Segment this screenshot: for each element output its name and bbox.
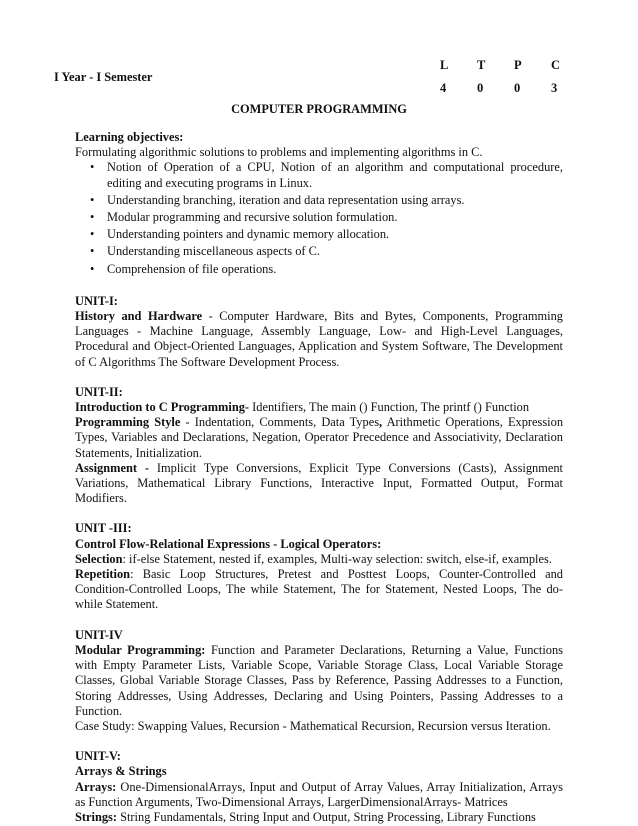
- unit-4-text-1: Function and Parameter Declarations, Returning a Value, Functions with Empty Parameter Lists, Variable Scope, Variable Storage Class, Local Variable Storage Classes, Global Variable Storage Classes, Pass by Reference, Passing Addresses to a Function, Storing Addresses, Using Addresses, Declaring and Using Pointers, Passing Addresses to a Function.: [75, 642, 563, 718]
- objective-item: • Understanding branching, iteration and data representation using arrays.: [107, 193, 563, 208]
- unit-3-topic-2: Repetition: [75, 567, 131, 582]
- objective-item: • Understanding pointers and dynamic memory allocation.: [107, 227, 563, 242]
- objective-item: • Modular programming and recursive solution formulation.: [107, 210, 563, 225]
- unit-5-section: [75, 749, 563, 825]
- unit-4-paragraph-2: Case Study: Swapping Values, Recursion - Mathematical Recursion, Recursion versus Iteration.: [75, 718, 551, 733]
- objectives-intro: Formulating algorithmic solutions to problems and implementing algorithms in C.: [75, 145, 483, 160]
- unit-2-heading: UNIT-II:: [75, 384, 123, 399]
- unit-5-topic-1: Arrays:: [75, 779, 117, 794]
- unit-5-topic-2: Strings:: [75, 809, 117, 824]
- unit-3-subheading: Control Flow-Relational Expressions - Logical Operators:: [75, 536, 382, 551]
- unit-3-text-1: : if-else Statement, nested if, examples, Multi-way selection: switch, else-if, examples.: [122, 551, 552, 566]
- ltpc-value-row: [440, 81, 588, 104]
- unit-1-paragraph: [75, 309, 563, 370]
- unit-3-paragraph-2: [75, 567, 563, 613]
- ltpc-label-p: P: [514, 58, 522, 72]
- unit-2-text-3: Implicit Type Conversions, Explicit Type Conversions (Casts), Assignment Variations, Mathematical Library Functions, Interactive Input, Formatted Output, Format Modifiers.: [75, 460, 564, 506]
- unit-5-heading: UNIT-V:: [75, 749, 121, 764]
- objective-item: • Comprehension of file operations.: [107, 262, 563, 277]
- objective-item: • Understanding miscellaneous aspects of C.: [107, 244, 563, 259]
- unit-5-text-2: String Fundamentals, String Input and Output, String Processing, Library Functions: [117, 809, 536, 824]
- unit-4-paragraph-1: [75, 643, 563, 719]
- ltpc-value-l: 4: [440, 81, 447, 95]
- unit-3-text-2: : Basic Loop Structures, Pretest and Posttest Loops, Counter-Controlled and Condition-Controlled Loops, The while Statement, The for Statement, Nested Loops, The do-while Statement.: [75, 567, 563, 612]
- unit-2-topic-2: Programming Style: [75, 415, 181, 430]
- unit-1-text: - Computer Hardware, Bits and Bytes, Components, Programming Languages - Machine Language, Assembly Language, Low- and High-Level Languages, Procedural and Object-Oriented Languages, Application and System Software, The Development of C Algorithms The Software Development Process.: [75, 309, 563, 369]
- syllabus-content: [75, 130, 563, 825]
- unit-2-topic-1: Introduction to C Programming-: [75, 400, 250, 415]
- year-semester: I Year - I Semester: [54, 70, 153, 84]
- unit-2-topic-3: Assignment -: [75, 460, 149, 475]
- unit-1-section: [75, 294, 563, 370]
- ltpc-table: [440, 58, 588, 104]
- objectives-list: [75, 160, 563, 276]
- unit-5-subheading: Arrays & Strings: [75, 764, 167, 779]
- objective-item: • Notion of Operation of a CPU, Notion of an algorithm and computational procedure, editing and executing programs in Linux.: [107, 160, 563, 190]
- unit-3-topic-1: Selection: [75, 551, 123, 566]
- unit-5-paragraph-2: [75, 810, 563, 825]
- unit-2-text-1: Identifiers, The main () Function, The printf () Function: [249, 400, 530, 415]
- ltpc-value-t: 0: [477, 81, 484, 95]
- unit-3-paragraph-1: [75, 552, 563, 567]
- objectives-section: [75, 130, 563, 277]
- course-title: COMPUTER PROGRAMMING: [231, 102, 407, 116]
- unit-4-section: [75, 628, 563, 734]
- unit-2-paragraph-3: [75, 461, 563, 507]
- unit-2-comma: ,: [379, 415, 383, 430]
- ltpc-label-t: T: [477, 58, 486, 72]
- objectives-heading: Learning objectives:: [75, 130, 184, 144]
- unit-3-section: [75, 521, 563, 612]
- unit-2-text-2b: Arithmetic Operations, Expression Types, Variables and Declarations, Negation, Operator Precedence and Associativity, Declaration Statements, Initialization.: [75, 415, 564, 460]
- unit-4-heading: UNIT-IV: [75, 627, 123, 642]
- ltpc-value-c: 3: [551, 81, 558, 95]
- unit-3-heading: UNIT -III:: [75, 521, 132, 536]
- unit-5-paragraph-1: [75, 780, 563, 810]
- unit-2-section: [75, 385, 563, 507]
- unit-1-heading: UNIT-I:: [75, 293, 118, 308]
- unit-2-text-2a: - Indentation, Comments, Data Types: [180, 415, 380, 430]
- ltpc-label-l: L: [440, 58, 449, 72]
- ltpc-header-row: [440, 58, 588, 81]
- ltpc-label-c: C: [551, 58, 561, 72]
- unit-2-paragraph-1: [75, 400, 563, 415]
- unit-2-paragraph-2: [75, 415, 563, 461]
- unit-1-topic: History and Hardware: [75, 309, 203, 324]
- ltpc-value-p: 0: [514, 81, 521, 95]
- unit-5-text-1: One-DimensionalArrays, Input and Output of Array Values, Array Initialization, Arrays as Function Arguments, Two-Dimensional Arrays, LargerDimensionalArrays- Matrices: [75, 779, 563, 809]
- unit-4-topic-1: Modular Programming:: [75, 642, 206, 657]
